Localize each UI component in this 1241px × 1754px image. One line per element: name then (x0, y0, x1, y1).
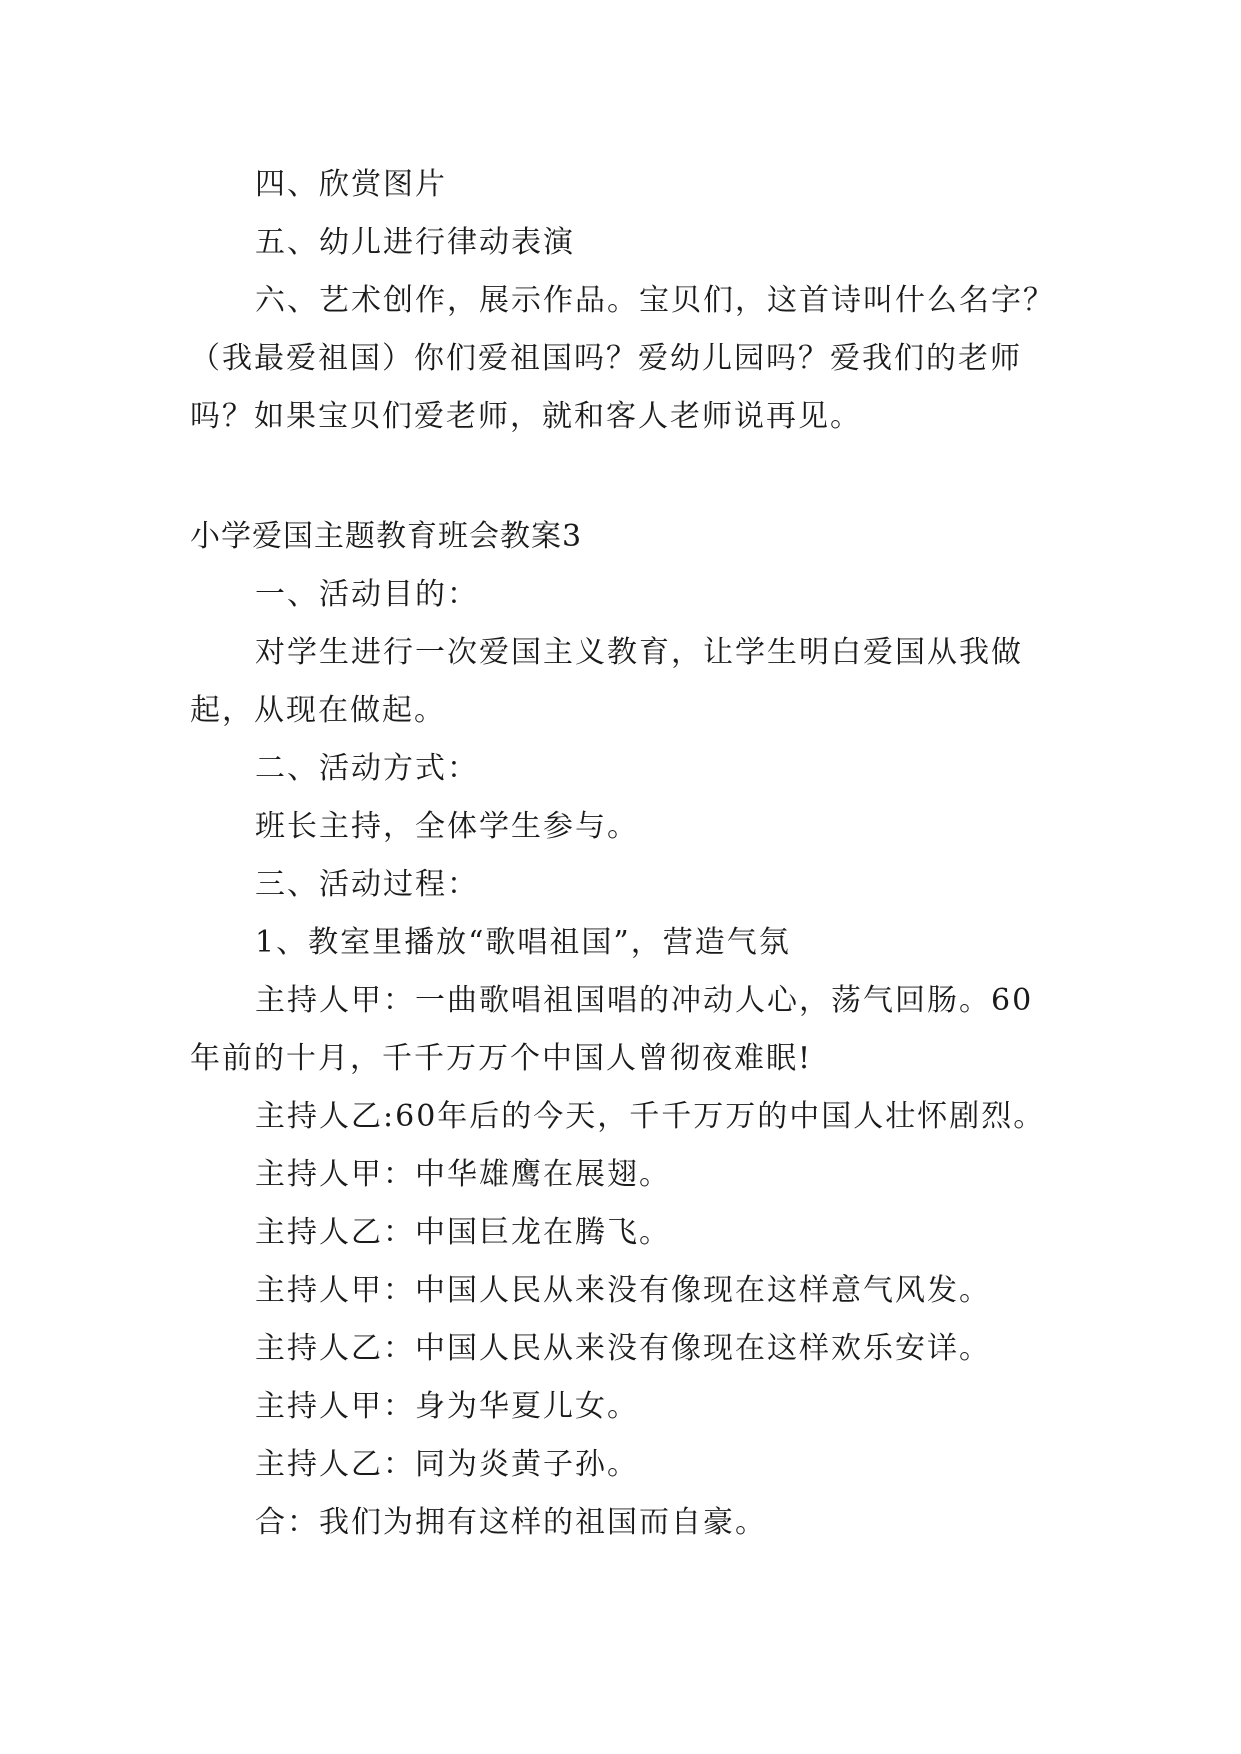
dialogue-line: 主持人乙：中国巨龙在腾飞。 (255, 1215, 671, 1250)
paragraph-line: 起，从现在做起。 (190, 693, 446, 728)
paragraph-line: 六、艺术创作，展示作品。宝贝们，这首诗叫什么名字？ (255, 283, 1055, 318)
section-heading-process: 三、活动过程： (255, 867, 479, 902)
dialogue-line: 主持人甲：一曲歌唱祖国唱的冲动人心，荡气回肠。60 (255, 983, 1034, 1018)
lesson-plan-title: 小学爱国主题教育班会教案3 (190, 519, 583, 554)
dialogue-line: 主持人乙：中国人民从来没有像现在这样欢乐安详。 (255, 1331, 991, 1366)
section-heading-method: 二、活动方式： (255, 751, 479, 786)
paragraph-line: （我最爱祖国）你们爱祖国吗？爱幼儿园吗？爱我们的老师 (190, 341, 1022, 376)
dialogue-line: 主持人甲：身为华夏儿女。 (255, 1389, 639, 1424)
paragraph-line: 班长主持，全体学生参与。 (255, 809, 639, 844)
paragraph-line: 1、教室里播放“歌唱祖国”，营造气氛 (255, 925, 791, 960)
section-heading-objective: 一、活动目的： (255, 577, 479, 612)
dialogue-line: 主持人乙：同为炎黄子孙。 (255, 1447, 639, 1482)
paragraph-line: 吗？如果宝贝们爱老师，就和客人老师说再见。 (190, 399, 862, 434)
paragraph-line: 对学生进行一次爱国主义教育，让学生明白爱国从我做 (255, 635, 1023, 670)
section-heading-appreciate-pictures: 四、欣赏图片 (255, 167, 447, 202)
dialogue-line: 主持人乙:60年后的今天，千千万万的中国人壮怀剧烈。 (255, 1099, 1046, 1134)
dialogue-line: 合：我们为拥有这样的祖国而自豪。 (255, 1505, 767, 1540)
dialogue-line: 主持人甲：中华雄鹰在展翅。 (255, 1157, 671, 1192)
section-heading-rhythm-performance: 五、幼儿进行律动表演 (255, 225, 575, 260)
dialogue-line: 主持人甲：中国人民从来没有像现在这样意气风发。 (255, 1273, 991, 1308)
dialogue-line: 年前的十月，千千万万个中国人曾彻夜难眠! (190, 1041, 813, 1076)
